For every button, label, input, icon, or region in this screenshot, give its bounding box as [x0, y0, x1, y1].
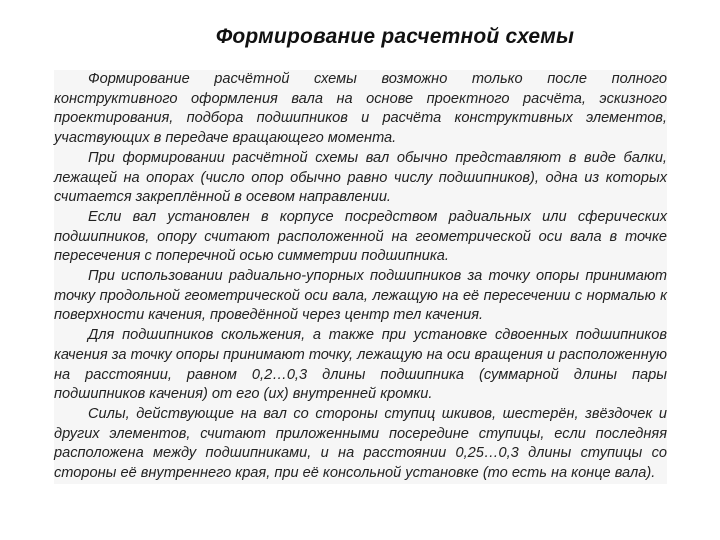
- paragraph-radial-bearings: Если вал установлен в корпусе посредством радиальных или сферических подшипников, опору считают расположенной на геометрической оси вала в точке пересечения с поперечной осью симметрии подшипника.: [54, 208, 667, 267]
- paragraph-hub-forces: Силы, действующие на вал со стороны ступиц шкивов, шестерён, звёздочек и других элементов, считают приложенными посередине ступицы, если последняя расположена между подшипниками, и на расстоянии 0,25…0,3 длины ступицы со стороны её внутреннего края, при её консольной установке (то есть на конце вала).: [54, 405, 667, 484]
- paragraph-angular-contact-bearings: При использовании радиально-упорных подшипников за точку опоры принимают точку продольной геометрической оси вала, лежащую на её пересечении с нормалью к поверхности качения, проведённой через центр тел качения.: [54, 267, 667, 326]
- paragraph-sliding-bearings: Для подшипников скольжения, а также при установке сдвоенных подшипников качения за точку опоры принимают точку, лежащую на оси вращения и расположенную на расстоянии, равном 0,2…0,3 длины подшипника (суммарной длины пары подшипников качения) от его (их) внутренней кромки.: [54, 326, 667, 405]
- slide-title: Формирование расчетной схемы: [215, 25, 575, 48]
- slide-body: [54, 70, 667, 484]
- paragraph-formation-conditions: Формирование расчётной схемы возможно только после полного конструктивного оформления вала на основе проектного расчёта, эскизного проектирования, подбора подшипников и расчёта конструктивных элементов, участвующих в передаче вращающего момента.: [54, 70, 667, 149]
- paragraph-beam-model: При формировании расчётной схемы вал обычно представляют в виде балки, лежащей на опорах (число опор обычно равно числу подшипников), одна из которых считается закреплённой в осевом направлении.: [54, 149, 667, 208]
